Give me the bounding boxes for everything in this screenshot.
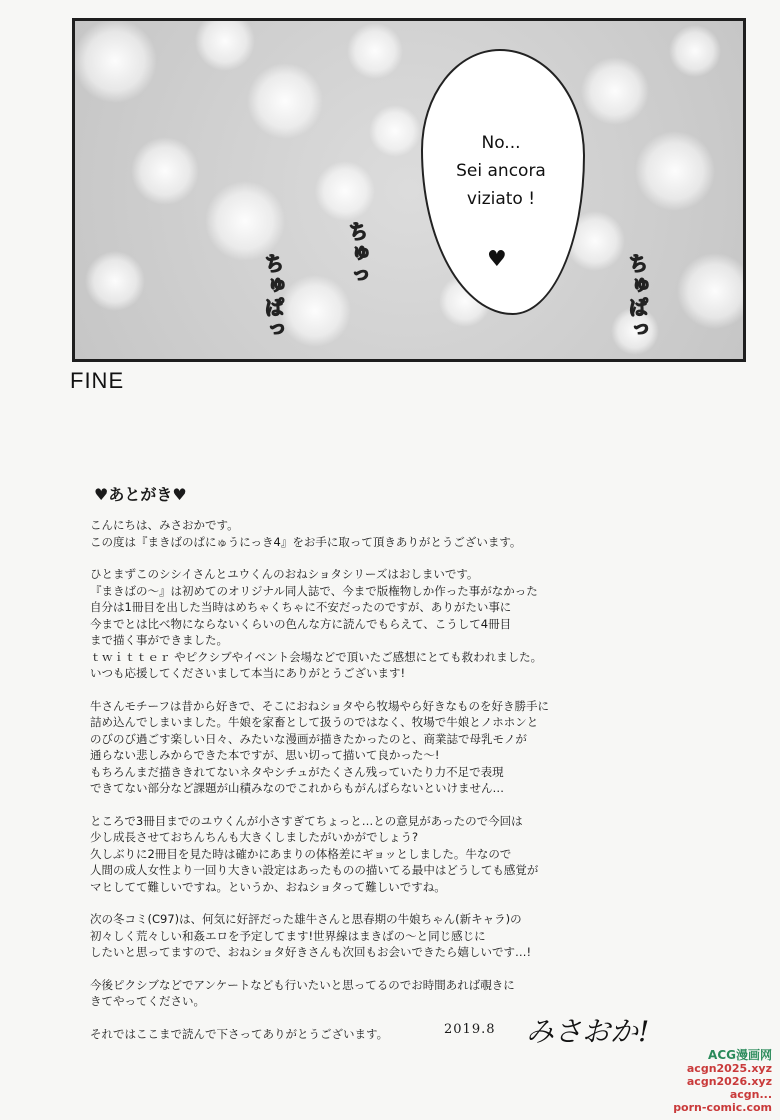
text-line: まで描く事ができました。 (90, 633, 228, 647)
text-line: こんにちは、みさおかです。 (90, 518, 239, 532)
date-stamp: 2019.8 (444, 1022, 496, 1037)
afterword-paragraph (90, 698, 690, 797)
afterword-paragraph (90, 813, 690, 896)
text-line: それではここまで読んで下さってありがとうございます。 (90, 1026, 389, 1041)
text-line: 初々しく荒々しい和姦エロを予定してます!世界線はまきばの～と同じ感じに (90, 928, 486, 943)
text-line: ひとまずこのシシイさんとユウくんのおねショタシリーズはおしまいです。 (90, 567, 479, 581)
speech-text (425, 129, 577, 213)
sound-effect: ちゅぱっ (261, 253, 285, 341)
text-line: 少し成長させておちんちんも大きくしましたがいかがでしょう? (90, 830, 419, 844)
text-line: きてやってください。 (90, 994, 205, 1008)
text-line: のびのび過ごす楽しい日々、みたいな漫画が描きたかったのと、商業誌で母乳モノが (90, 731, 527, 746)
watermark-line: acgn2026.xyz (686, 1075, 772, 1088)
sound-effect: ちゅっ (345, 221, 369, 287)
text-line: 牛さんモチーフは昔から好きで、そこにおねショタやら牧場やら好きなものを好き勝手に (90, 698, 549, 713)
sound-effect: ちゅぱっ (625, 253, 649, 341)
text-line: マヒしてて難しいですね。というか、おねショタって難しいですね。 (90, 879, 446, 894)
text-line: もちろんまだ描ききれてないネタやシチュがたくさん残っていたり力不足で表現 (90, 764, 504, 779)
text-line: ところで3冊目までのユウくんが小さすぎてちょっと…との意見があったので今回は (90, 813, 523, 828)
text-line: 今後ピクシブなどでアンケートなども行いたいと思ってるのでお時間あれば覗きに (90, 977, 515, 992)
text-line: ｔｗｉｔｔｅｒ やピクシブやイベント会場などで頂いたご感想にとても救われました。 (90, 649, 543, 664)
watermark-line: porn-comic.com (673, 1101, 772, 1114)
text-line: いつも応援してくださいまして本当にありがとうございます! (90, 666, 406, 680)
afterword-paragraph (90, 977, 690, 1010)
watermark-line: acgn... (729, 1088, 772, 1101)
afterword-title: ♥あとがき♥ (94, 485, 187, 504)
afterword-paragraph (90, 911, 690, 961)
text-line: 通らない悲しみからできた本ですが、思い切って描いて良かった～! (90, 748, 440, 762)
comic-panel (72, 18, 746, 362)
text-line: できてない部分など課題が山積みなのでこれからもがんばらないといけません… (90, 781, 504, 795)
speech-line: No... (481, 133, 521, 153)
text-line: 人間の成人女性より一回り大きい設定はあったものの描いてる最中はどうしても感覚が (90, 863, 539, 877)
afterword-paragraph (90, 566, 690, 682)
speech-line: viziato ! (466, 189, 536, 209)
text-line: 次の冬コミ(C97)は、何気に好評だった雄牛さんと思春期の牛娘ちゃん(新キャラ)の (90, 912, 522, 926)
speech-line: Sei ancora (456, 161, 546, 181)
text-line: したいと思ってますので、おねショタ好きさんも次回もお会いできたら嬉しいです…! (90, 945, 532, 959)
text-line: 久しぶりに2冊目を見た時は確かにあまりの体格差にギョッとしました。牛なので (90, 846, 512, 861)
afterword-body (90, 517, 690, 1058)
text-line: 今までとは比べ物にならないくらいの色んな方に読んでもらえて、こうして4冊目 (90, 616, 512, 631)
text-line: 詰め込んでしまいました。牛娘を家畜として扱うのではなく、牧場で牛娘とノホホンと (90, 715, 539, 729)
text-line: この度は『まきばのぱにゅうにっき4』をお手に取って頂きありがとうございます。 (90, 534, 522, 549)
text-line: 自分は1冊目を出した当時はめちゃくちゃに不安だったのですが、ありがたい事に (90, 600, 512, 614)
watermark-line: acgn2025.xyz (686, 1062, 772, 1075)
afterword-paragraph (90, 517, 690, 550)
end-label: FINE (70, 368, 125, 393)
text-line: 『まきばの～』は初めてのオリジナル同人誌で、今まで版権物しか作った事がなかった (90, 583, 538, 598)
author-signature: みさおか! (526, 1015, 650, 1048)
heart-icon: ♥ (487, 247, 507, 272)
watermark-line: ACG漫画网 (708, 1048, 772, 1062)
site-watermark (673, 1049, 772, 1114)
